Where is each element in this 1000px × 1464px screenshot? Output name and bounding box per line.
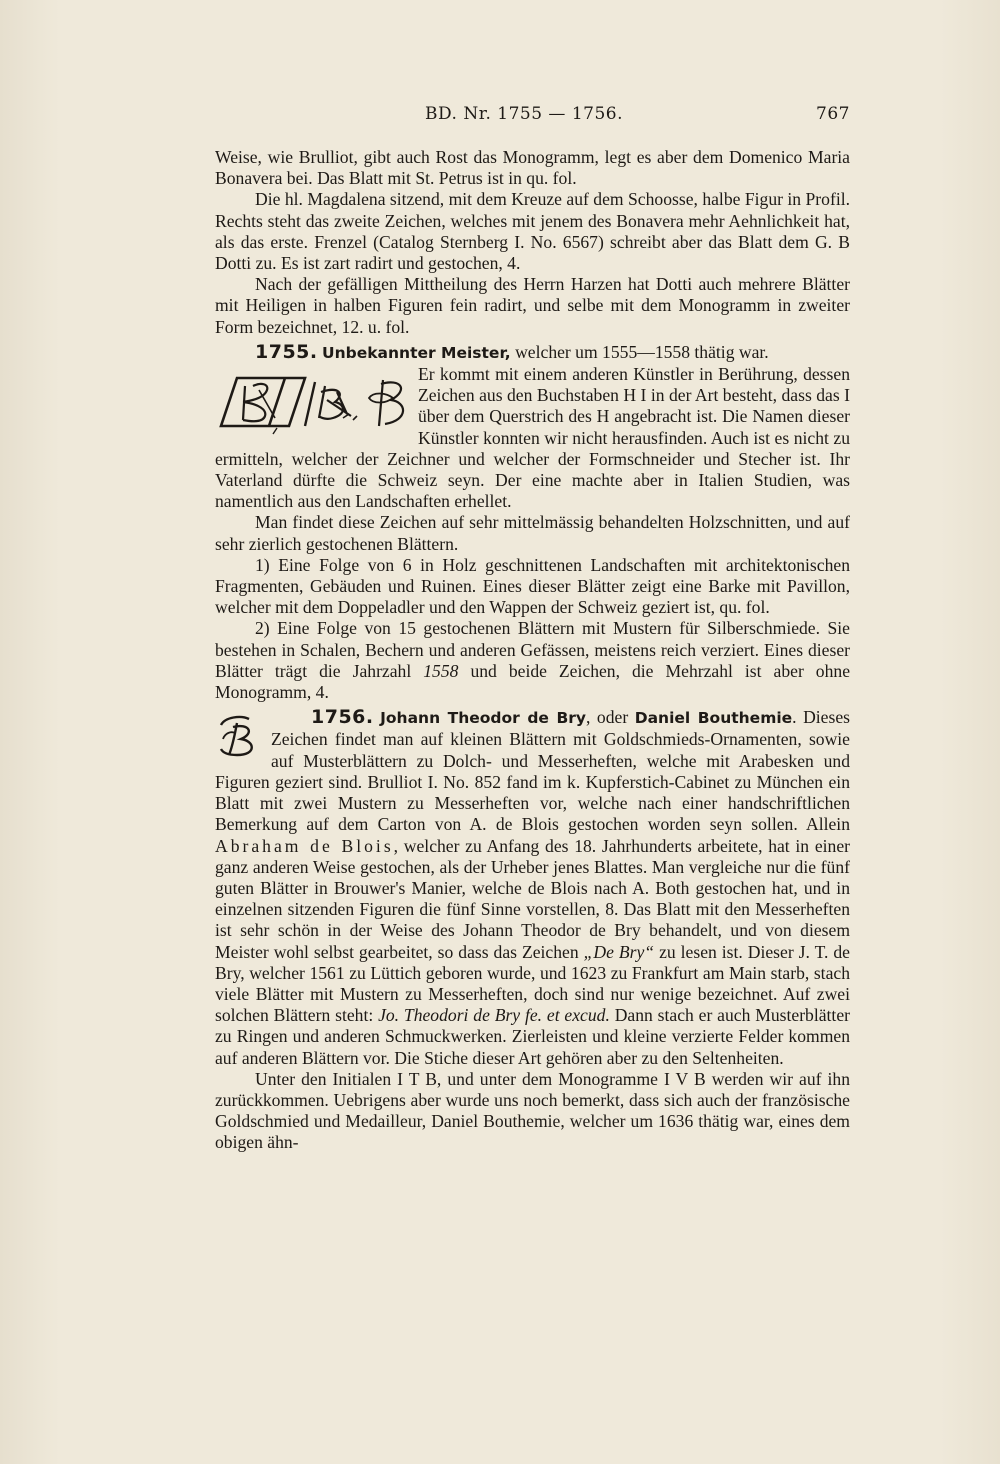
page-number: 767 <box>816 104 850 124</box>
running-header <box>215 104 850 130</box>
entry-1755-paragraph-2: Man findet diese Zeichen auf sehr mittelmässig behandelten Holzschnitten, und auf sehr zierlich gestochenen Blättern. <box>215 512 850 554</box>
monogram-figures-1755 <box>215 370 410 436</box>
entry-1756-text-a: . Dieses <box>792 707 850 728</box>
intro-paragraph-2: Die hl. Magdalena sitzend, mit dem Kreuze auf dem Schoosse, halbe Figur in Profil. Rechts steht das zweite Zeichen, welches mit jenem des Bonavera mehr Aehnlichkeit hat, als das erste. Frenzel (Catalog Sternberg I. No. 6567) schreibt aber das Blatt dem G. B Dotti zu. Es ist zart radirt und gestochen, 4. <box>215 189 850 274</box>
ibb-monogram-icon <box>305 382 357 426</box>
entry-1756-paragraph-2: Unter den Initialen I T B, und unter dem Monogramme I V B werden wir auf ihn zurückkommen. Uebrigens aber wurde uns noch bemerkt, dass sich auch der französische Goldschmied und Medailleur, Daniel Bouthemie, welcher um 1636 thätig war, eines dem obigen ähn- <box>215 1068 850 1153</box>
text-body <box>215 147 850 1154</box>
entry-1755-item-2: 2) Eine Folge von 15 gestochenen Blättern mit Mustern für Silberschmiede. Sie bestehen in Schalen, Bechern und anderen Gefässen, meistens reich verziert. Eines dieser Blätter trägt die Jahrzahl 1558 und beide Zeichen, die Mehrzahl ist aber ohne Monogramm, 4. <box>215 618 851 703</box>
spaced-name-abraham-de-blois: Abraham de Blois <box>215 835 394 856</box>
debry-inscription: Jo. Theodori de Bry fe. et excud. <box>378 1005 610 1026</box>
entry-title-1756-bouthemie: Daniel Bouthemie <box>634 709 793 728</box>
running-title: BD. Nr. 1755 — 1756. <box>425 104 624 124</box>
db-monogram-1756 <box>215 711 259 761</box>
entry-1756-text-a-rest: Zeichen findet man auf kleinen Blättern mit Goldschmieds-Ornamenten, sowie auf Musterblättern zu Dolch- und Messerheften, welche mit Arabesken und Figuren geziert sind. Brulliot I. No. 852 fand im k. Kupferstich-Cabinet zu München ein Blatt mit zwei Mustern zu Messerheften vor, welche nach einer handschriftlichen Bemerkung auf dem Carton von A. de Blois gestochen worden seyn sollen. Allein <box>215 729 850 835</box>
entry-number-1755: 1755. <box>255 340 318 363</box>
intro-paragraph-3: Nach der gefälligen Mittheilung des Herrn Harzen hat Dotti auch mehrere Blätter mit Heiligen in halben Figuren fein radirt, und selbe mit dem Monogramm in zweiter Form bezeichnet, 12. u. fol. <box>215 274 850 337</box>
entry-title-1756-debry: Johann Theodor de Bry <box>380 709 587 728</box>
entry-1755-item-1: 1) Eine Folge von 6 in Holz geschnittenen Landschaften mit architektonischen Fragmenten, Gebäuden und Ruinen. Eines dieser Blätter zeigt eine Barke mit Pavillon, welcher mit dem Doppeladler und den Wappen der Schweiz geziert ist, qu. fol. <box>215 554 850 618</box>
entry-1755-lead-text: welcher um 1555—1558 thätig war. <box>510 341 769 362</box>
entry-1756-heading: 1756. Johann Theodor de Bry, oder Daniel Bouthemie. Dieses Zeichen findet man auf kleinen Blättern mit Goldschmieds-Ornamenten, sowie auf Musterblättern zu Dolch- und Messerheften, welche mit Arabesken und Figuren geziert sind. Brulliot I. No. 852 fand im k. Kupferstich-Cabinet zu München ein Blatt mit zwei Mustern zu Messerheften vor, welche nach einer handschriftlichen Bemerkung auf dem Carton von A. de Blois gestochen worden seyn sollen. Allein Abraham de Blois, welcher zu Anfang des 18. Jahrhunderts arbeitete, hat in einer ganz anderen Weise gestochen, als der Urheber jenes Blattes. Man vergleiche nur die fünf guten Blätter in Brouwer's Manier, welche de Blois nach A. Both gestochen hat, und in einzelnen sitzenden Figuren die fünf Sinne vorstellen, 8. Das Blatt mit den Messerheften ist sehr schön in der Weise des Johann Theodor de Bry behandelt, und von diesem Meister wohl selbst gearbeitet, so dass das Zeichen „De Bry“ zu lesen ist. Dieser J. T. de Bry, welcher 1561 zu Lüttich geboren wurde, und 1623 zu Frankfurt am Main starb, stach viele Blätter mit Mustern zu Messerheften, doch sind nur wenige bezeichnet. Auf zwei solchen Blättern steht: Jo. Theodori de Bry fe. et excud. Dann stach er auch Musterblätter zu Ringen und anderen Schmuckwerken. Zierleisten und kleine verzierte Felder kommen auf anderen Blättern vor. Die Stiche dieser Art gehören aber zu den Seltenheiten. <box>215 706 850 1068</box>
hi-monogram-boxed-icon <box>221 378 305 434</box>
b-monogram-icon <box>369 380 403 426</box>
entry-title-1755: Unbekannter Meister, <box>322 343 511 362</box>
db-monogram-icon <box>221 717 252 755</box>
intro-paragraph-1: Weise, wie Brulliot, gibt auch Rost das Monogramm, legt es aber dem Domenico Maria Bonavera bei. Das Blatt mit St. Petrus ist in qu. fol. <box>215 147 850 189</box>
de-bry-quote: „De Bry“ <box>583 941 655 962</box>
entry-1755-lead-rest: Er kommt mit einem anderen Künstler in Berührung, dessen Zeichen aus den Buchstaben H I in der Art besteht, dass das I über dem Querstrich des H angebracht ist. Die Namen dieser Künstler konnten wir nicht herausfinden. Auch ist es nicht zu ermitteln, welcher der Zeichner und welcher der Formschneider und Stecher ist. Ihr Vaterland dürfte die Schweiz seyn. Der eine machte aber in Italien Studien, was namentlich aus den Landschaften erhellet. <box>215 364 850 512</box>
year-1558: 1558 <box>423 660 459 681</box>
entry-number-1756: 1756. <box>311 706 374 729</box>
